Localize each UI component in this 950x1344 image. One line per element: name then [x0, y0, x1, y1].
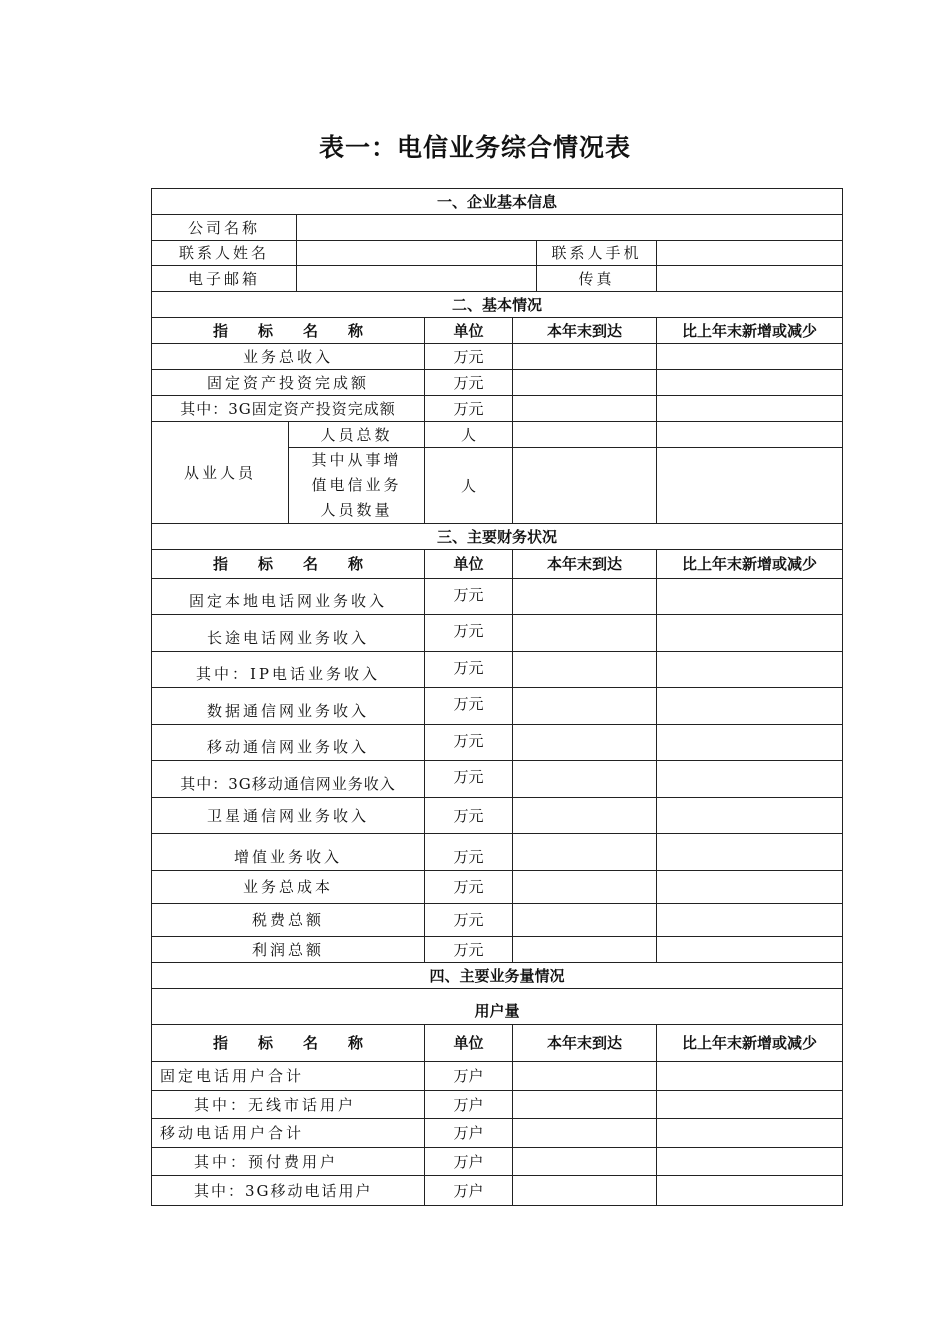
column-header-change: 比上年末新增或减少: [657, 318, 843, 344]
table-row: [152, 396, 843, 422]
column-header-name: 指 标 名 称: [152, 1025, 425, 1062]
email-label: 电子邮箱: [152, 266, 297, 292]
table-row: [152, 1062, 843, 1091]
row-change-cell[interactable]: [657, 396, 843, 422]
row-name: 移动电话用户合计: [152, 1119, 425, 1148]
company-name-field[interactable]: [297, 215, 843, 241]
row-change-cell[interactable]: [657, 1119, 843, 1148]
row-name: 业务总成本: [152, 871, 425, 904]
table-row: [152, 1176, 843, 1206]
table-row: [152, 798, 843, 834]
row-name: 税费总额: [152, 904, 425, 937]
fax-label: 传真: [537, 266, 657, 292]
company-name-label: 公司名称: [152, 215, 297, 241]
telecom-report-table: [151, 188, 843, 1206]
row-name: 长途电话网业务收入: [152, 615, 425, 652]
contact-name-label: 联系人姓名: [152, 241, 297, 266]
table-row: [152, 652, 843, 688]
row-change-cell[interactable]: [657, 904, 843, 937]
row-name: 增值业务收入: [152, 834, 425, 871]
row-name: 数据通信网业务收入: [152, 688, 425, 725]
subheading-user-count: 用户量: [152, 989, 843, 1025]
row-change-cell[interactable]: [657, 725, 843, 761]
row-current-cell[interactable]: [513, 1176, 657, 1206]
row-unit: 万元: [425, 761, 513, 798]
table-row: [152, 937, 843, 963]
row-unit: 万元: [425, 652, 513, 688]
row-unit: 万元: [425, 904, 513, 937]
row-current-cell[interactable]: [513, 344, 657, 370]
table-row: [152, 422, 843, 448]
row-name: 移动通信网业务收入: [152, 725, 425, 761]
row-unit: 万户: [425, 1148, 513, 1176]
row-name: 其中：3G移动通信网业务收入: [152, 761, 425, 798]
column-header-unit: 单位: [425, 550, 513, 579]
row-current-cell[interactable]: [513, 1062, 657, 1091]
row-change-cell[interactable]: [657, 871, 843, 904]
row-change-cell[interactable]: [657, 1062, 843, 1091]
row-unit: 万元: [425, 688, 513, 725]
row-unit: 万元: [425, 871, 513, 904]
row-name: 其中：无线市话用户: [152, 1091, 425, 1119]
row-unit: 万户: [425, 1176, 513, 1206]
column-header-current: 本年末到达: [513, 1025, 657, 1062]
row-change-cell[interactable]: [657, 798, 843, 834]
row-current-cell[interactable]: [513, 396, 657, 422]
row-name: 其中：3G移动电话用户: [152, 1176, 425, 1206]
row-unit: 人: [425, 422, 513, 448]
table-row: [152, 1091, 843, 1119]
row-name: 卫星通信网业务收入: [152, 798, 425, 834]
row-change-cell[interactable]: [657, 937, 843, 963]
row-name: 固定资产投资完成额: [152, 370, 425, 396]
row-change-cell[interactable]: [657, 422, 843, 448]
column-header-name: 指 标 名 称: [152, 318, 425, 344]
row-current-cell[interactable]: [513, 1148, 657, 1176]
column-header-name: 指 标 名 称: [152, 550, 425, 579]
row-current-cell[interactable]: [513, 798, 657, 834]
row-current-cell[interactable]: [513, 761, 657, 798]
section-heading-business-volume: 四、主要业务量情况: [152, 963, 843, 989]
section-heading-financial: 三、主要财务状况: [152, 524, 843, 550]
row-name: 固定电话用户合计: [152, 1062, 425, 1091]
row-unit: 万元: [425, 396, 513, 422]
row-change-cell[interactable]: [657, 370, 843, 396]
email-field[interactable]: [297, 266, 537, 292]
section-heading-basic-info: 一、企业基本信息: [152, 189, 843, 215]
row-name: 固定本地电话网业务收入: [152, 579, 425, 615]
column-header-current: 本年末到达: [513, 318, 657, 344]
staff-label: 从业人员: [152, 422, 289, 524]
table-row: [152, 1119, 843, 1148]
row-unit: 万元: [425, 615, 513, 652]
contact-name-field[interactable]: [297, 241, 537, 266]
table-row: [152, 344, 843, 370]
row-unit: 万元: [425, 798, 513, 834]
row-unit: 万元: [425, 834, 513, 871]
row-unit: 万户: [425, 1119, 513, 1148]
table-row: [152, 688, 843, 725]
row-name: 人员总数: [289, 422, 425, 448]
row-change-cell[interactable]: [657, 1176, 843, 1206]
row-name: 业务总收入: [152, 344, 425, 370]
row-name: 其中：IP电话业务收入: [152, 652, 425, 688]
row-current-cell[interactable]: [513, 370, 657, 396]
row-name: 利润总额: [152, 937, 425, 963]
row-current-cell[interactable]: [513, 615, 657, 652]
row-name: 其中：预付费用户: [152, 1148, 425, 1176]
section-heading-basic-status: 二、基本情况: [152, 292, 843, 318]
row-current-cell[interactable]: [513, 652, 657, 688]
row-current-cell[interactable]: [513, 579, 657, 615]
column-header-change: 比上年末新增或减少: [657, 550, 843, 579]
row-current-cell[interactable]: [513, 448, 657, 524]
row-change-cell[interactable]: [657, 1091, 843, 1119]
row-unit: 万元: [425, 937, 513, 963]
row-unit: 万元: [425, 579, 513, 615]
row-current-cell[interactable]: [513, 937, 657, 963]
row-unit: 万元: [425, 344, 513, 370]
column-header-unit: 单位: [425, 1025, 513, 1062]
row-unit: 万元: [425, 370, 513, 396]
table-row: [152, 725, 843, 761]
table-row: [152, 370, 843, 396]
row-current-cell[interactable]: [513, 834, 657, 871]
table-row: [152, 834, 843, 871]
table-row: [152, 1148, 843, 1176]
row-change-cell[interactable]: [657, 834, 843, 871]
fax-field[interactable]: [657, 266, 843, 292]
table-row: [152, 904, 843, 937]
table-row: [152, 615, 843, 652]
row-unit: 万元: [425, 725, 513, 761]
row-current-cell[interactable]: [513, 725, 657, 761]
row-change-cell[interactable]: [657, 344, 843, 370]
row-name: 其中：3G固定资产投资完成额: [152, 396, 425, 422]
row-unit: 人: [425, 448, 513, 524]
row-unit: 万户: [425, 1062, 513, 1091]
contact-phone-label: 联系人手机: [537, 241, 657, 266]
row-current-cell[interactable]: [513, 1119, 657, 1148]
row-change-cell[interactable]: [657, 579, 843, 615]
contact-phone-field[interactable]: [657, 241, 843, 266]
row-current-cell[interactable]: [513, 871, 657, 904]
table-row: [152, 761, 843, 798]
row-change-cell[interactable]: [657, 615, 843, 652]
row-unit: 万户: [425, 1091, 513, 1119]
row-change-cell[interactable]: [657, 688, 843, 725]
row-current-cell[interactable]: [513, 1091, 657, 1119]
row-change-cell[interactable]: [657, 1148, 843, 1176]
column-header-change: 比上年末新增或减少: [657, 1025, 843, 1062]
row-current-cell[interactable]: [513, 904, 657, 937]
row-current-cell[interactable]: [513, 688, 657, 725]
column-header-current: 本年末到达: [513, 550, 657, 579]
page-title: 表一：电信业务综合情况表: [318, 133, 631, 162]
row-change-cell[interactable]: [657, 652, 843, 688]
row-current-cell[interactable]: [513, 422, 657, 448]
row-change-cell[interactable]: [657, 448, 843, 524]
column-header-unit: 单位: [425, 318, 513, 344]
row-change-cell[interactable]: [657, 761, 843, 798]
table-row: [152, 579, 843, 615]
table-row: [152, 871, 843, 904]
row-name: 其中从事增值电信业务人员数量: [289, 448, 425, 524]
